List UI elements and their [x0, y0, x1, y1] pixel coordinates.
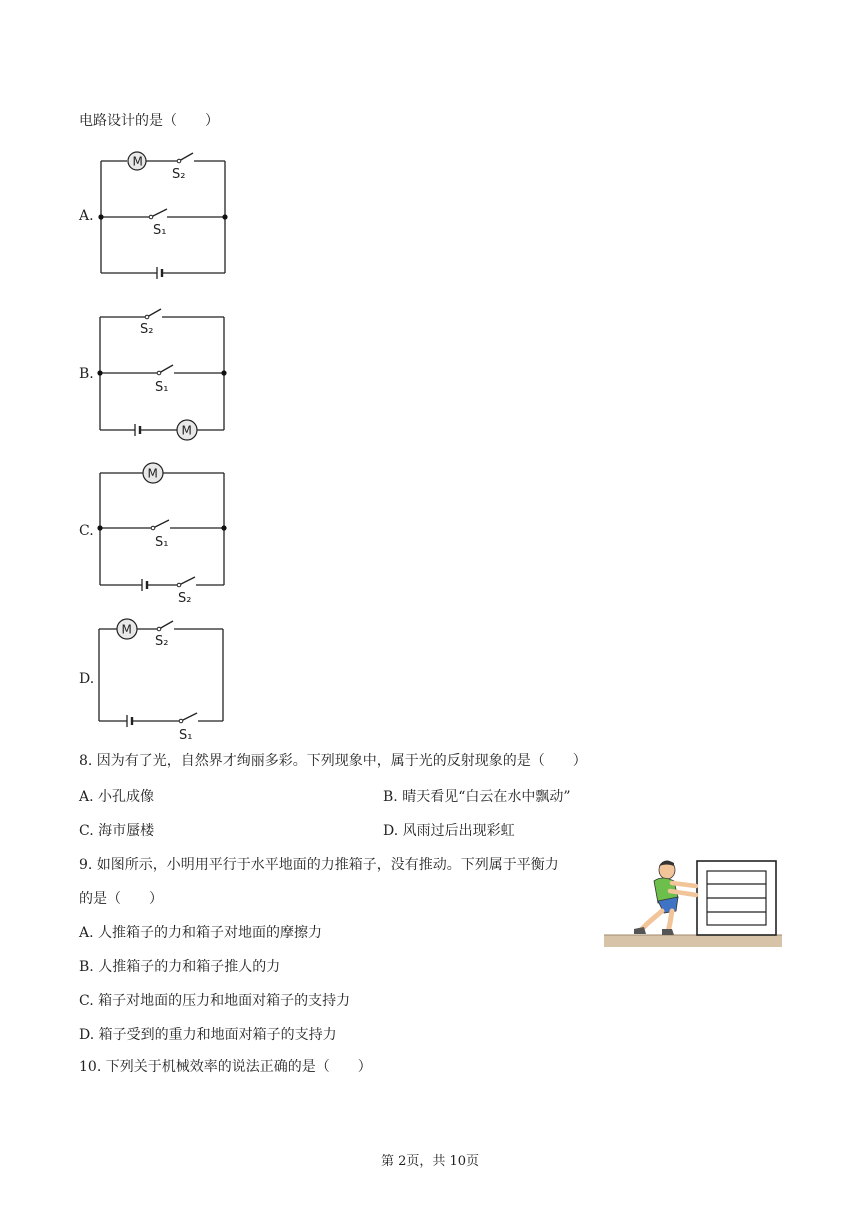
person-pushing-box-illustration: [604, 853, 782, 951]
q7-option-b-label: B.: [79, 366, 94, 382]
circuit-diagram-c: [95, 462, 235, 608]
motor-symbol: M: [132, 154, 143, 169]
q8-option-a: A. 小孔成像: [79, 789, 155, 805]
q8-stem: 8. 因为有了光，自然界才绚丽多彩。下列现象中，属于光的反射现象的是（ ）: [79, 753, 587, 769]
q8-option-c: C. 海市蜃楼: [79, 823, 155, 839]
q8-option-d: D. 风雨过后出现彩虹: [383, 823, 515, 839]
circuit-diagram-b: [95, 305, 235, 440]
q10-stem: 10. 下列关于机械效率的说法正确的是（ ）: [79, 1059, 372, 1075]
switch-s2-label: S₂: [178, 591, 192, 606]
q9-option-c: C. 箱子对地面的压力和地面对箱子的支持力: [79, 993, 351, 1009]
switch-s2-label: S₂: [155, 634, 169, 649]
q9-stem-line1: 9. 如图所示，小明用平行于水平地面的力推箱子，没有推动。下列属于平衡力: [79, 857, 559, 873]
switch-s1-label: S₁: [155, 535, 169, 550]
q9-option-b: B. 人推箱子的力和箱子推人的力: [79, 959, 281, 975]
q7-option-c-label: C.: [79, 523, 94, 539]
motor-symbol: M: [147, 466, 158, 481]
q9-stem-line2: 的是（ ）: [79, 891, 163, 907]
q7-stem-tail: 电路设计的是（ ）: [79, 113, 219, 129]
motor-symbol: M: [121, 622, 132, 637]
switch-s1-label: S₁: [155, 380, 169, 395]
switch-s2-label: S₂: [172, 167, 186, 182]
motor-symbol: M: [181, 423, 192, 438]
q9-option-d: D. 箱子受到的重力和地面对箱子的支持力: [79, 1027, 337, 1043]
q7-option-d-label: D.: [79, 671, 95, 687]
switch-s1-label: S₁: [153, 223, 167, 238]
q7-option-a-label: A.: [79, 208, 94, 224]
page-footer: 第 2页，共 10页: [380, 1154, 480, 1169]
circuit-diagram-a: [95, 148, 235, 280]
q9-option-a: A. 人推箱子的力和箱子对地面的摩擦力: [79, 925, 323, 941]
switch-s2-label: S₂: [140, 322, 154, 337]
switch-s1-label: S₁: [179, 728, 193, 743]
circuit-diagram-d: [93, 617, 235, 743]
q8-option-b: B. 晴天看见“白云在水中飘动”: [383, 789, 571, 805]
